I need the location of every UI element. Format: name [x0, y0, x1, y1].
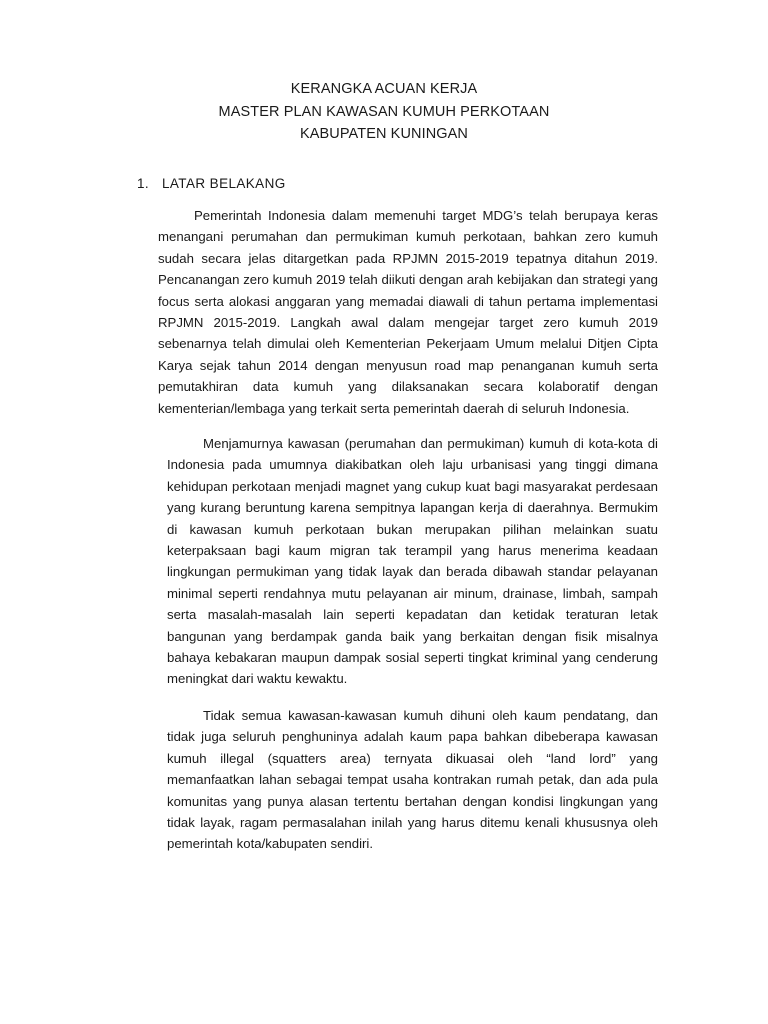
paragraph-1-text: Pemerintah Indonesia dalam memenuhi target MDG’s telah berupaya keras menangani perumahan dan permukiman kumuh perkotaan, bahkan zero kumuh sudah secara jelas ditargetkan pada RPJMN 2015-2019 tepatnya ditahun 2019. Pencanangan zero kumuh 2019 telah diikuti dengan arah kebijakan dan strategi yang focus serta alokasi anggaran yang memadai diawali di tahun pertama implementasi RPJMN 2015-2019. Langkah awal dalam mengejar target zero kumuh 2019 sebenarnya telah dimulai oleh Kementerian Pekerjaam Umum melalui Ditjen Cipta Karya sejak tahun 2014 dengan menyusun road map penanganan kumuh serta pemutakhiran data kumuh yang dilaksanakan secara kolaboratif dengan kementerian/lembaga yang terkait serta pemerintah daerah di seluruh Indonesia. [158, 208, 658, 416]
paragraph-3 [167, 705, 658, 855]
paragraph-3-text: Tidak semua kawasan-kawasan kumuh dihuni oleh kaum pendatang, dan tidak juga seluruh penghuninya adalah kaum papa bahkan dibeberapa kawasan kumuh illegal (squatters area) ternyata dikuasai oleh “land lord” yang memanfaatkan lahan sebagai tempat usaha kontrakan rumah petak, dan ada pula komunitas yang punya alasan tertentu bertahan dengan kondisi lingkungan yang tidak layak, ragam permasalahan inilah yang harus ditemu kenali khususnya oleh pemerintah kota/kabupaten sendiri. [167, 708, 658, 852]
document-title [0, 78, 768, 146]
section-number: 1. [137, 176, 150, 191]
title-line-3: KABUPATEN KUNINGAN [299, 126, 469, 142]
title-line-2: MASTER PLAN KAWASAN KUMUH PERKOTAAN [218, 103, 550, 120]
title-line-1: KERANGKA ACUAN KERJA [290, 81, 478, 97]
paragraph-2-text: Menjamurnya kawasan (perumahan dan permukiman) kumuh di kota-kota di Indonesia pada umumnya diakibatkan oleh laju urbanisasi yang tinggi dimana kehidupan perkotaan menjadi magnet yang cukup kuat bagi masyarakat perdesaan yang kurang beruntung karena sempitnya lapangan kerja di daerahnya. Bermukim di kawasan kumuh perkotaan bukan merupakan pilihan melainkan suatu keterpaksaan bagi kaum migran tak terampil yang harus menerima keadaan lingkungan permukiman yang tidak layak dan berada dibawah standar pelayanan minimal seperti rendahnya mutu pelayanan air minum, drainase, limbah, sampah serta masalah-masalah lain seperti kepadatan dan ketidak teraturan letak bangunan yang berdampak ganda baik yang berkaitan dengan fisik misalnya bahaya kebakaran maupun dampak sosial seperti tingkat kriminal yang cenderung meningkat dari waktu kewaktu. [167, 436, 658, 687]
section-heading [137, 176, 286, 191]
section-heading-text: LATAR BELAKANG [162, 176, 286, 191]
paragraph-1 [158, 205, 658, 419]
paragraph-2 [167, 433, 658, 690]
